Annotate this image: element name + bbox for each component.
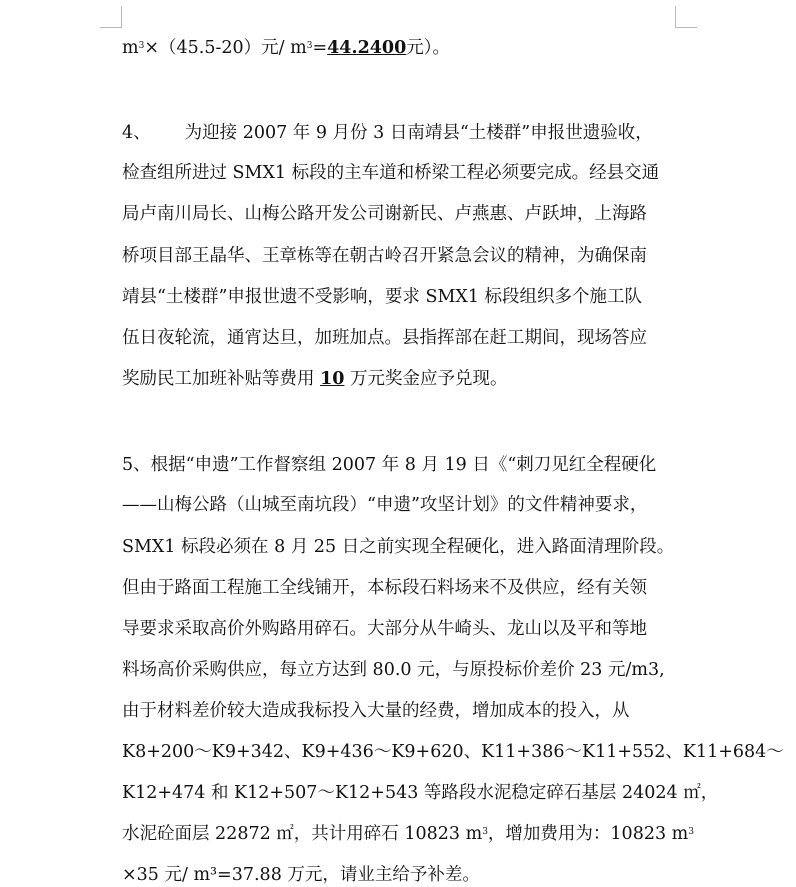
para4-line-5: 靖县“土楼群”申报世遗不受影响，要求 SMX1 标段组织多个施工队 [122, 287, 643, 307]
para3-amount: 44.2400 [327, 38, 407, 58]
page-corner-mark-left [100, 6, 122, 28]
para4-line-6: 伍日夜轮流，通宵达旦，加班加点。县指挥部在赶工期间，现场答应 [122, 328, 647, 348]
para4-number: 4、 [122, 123, 151, 143]
para5-line-7: 由于材料差价较大造成我标投入大量的经费，增加成本的投入，从 [122, 701, 630, 721]
para5-line-5: 导要求采取高价外购路用碎石。大部分从牛崎头、龙山以及平和等地 [122, 619, 647, 639]
para4-line-2: 检查组所进过 SMX1 标段的主车道和桥梁工程必须要完成。经县交通 [122, 163, 660, 183]
para4-line-3: 局卢南川局长、山梅公路开发公司谢新民、卢燕惠、卢跃坤，上海路 [122, 204, 647, 224]
para5-line-2: ——山梅公路（山城至南坑段）“申遗”攻坚计划》的文件精神要求， [122, 495, 648, 515]
para5-line-11: ×35 元/ m³=37.88 万元，请业主给予补差。 [122, 865, 480, 885]
para5-line-6: 料场高价采购供应，每立方达到 80.0 元，与原投标价差价 23 元/m3, [122, 660, 665, 680]
para3-tail-line: $m^3\times(45.5-20)$元/ $m^3=44.2400$元）。 [122, 38, 451, 58]
para5-line-10: 水泥砼面层 22872 ㎡，共计用碎石 10823 $m^3$，增加费用为：10823 $m^3$ [122, 824, 694, 844]
para5-line-1: 5、根据“申遗”工作督察组 2007 年 8 月 19 日《“刺刀见红全程硬化 [122, 455, 657, 475]
para5-line-4: 但由于路面工程施工全线铺开，本标段石料场来不及供应，经有关领 [122, 578, 647, 598]
para5-line-3: SMX1 标段必须在 8 月 25 日之前实现全程硬化，进入路面清理阶段。 [122, 537, 675, 557]
para4-amount: 10 [320, 369, 345, 389]
page-corner-mark-right [675, 6, 697, 28]
para4-line-1: 4、 为迎接 2007 年 9 月份 3 日南靖县“土楼群”申报世遗验收， [122, 123, 653, 143]
para5-line-8: K8+200～K9+342、K9+436～K9+620、K11+386～K11+552、K11+684～ [122, 742, 784, 762]
para4-line-7: 奖励民工加班补贴等费用 10 万元奖金应予兑现。 [122, 369, 508, 389]
para4-line-4: 桥项目部王晶华、王章栋等在朝古岭召开紧急会议的精神，为确保南 [122, 246, 647, 266]
para5-line-9: K12+474 和 K12+507～K12+543 等路段水泥稳定碎石基层 24024 ㎡， [122, 783, 719, 803]
